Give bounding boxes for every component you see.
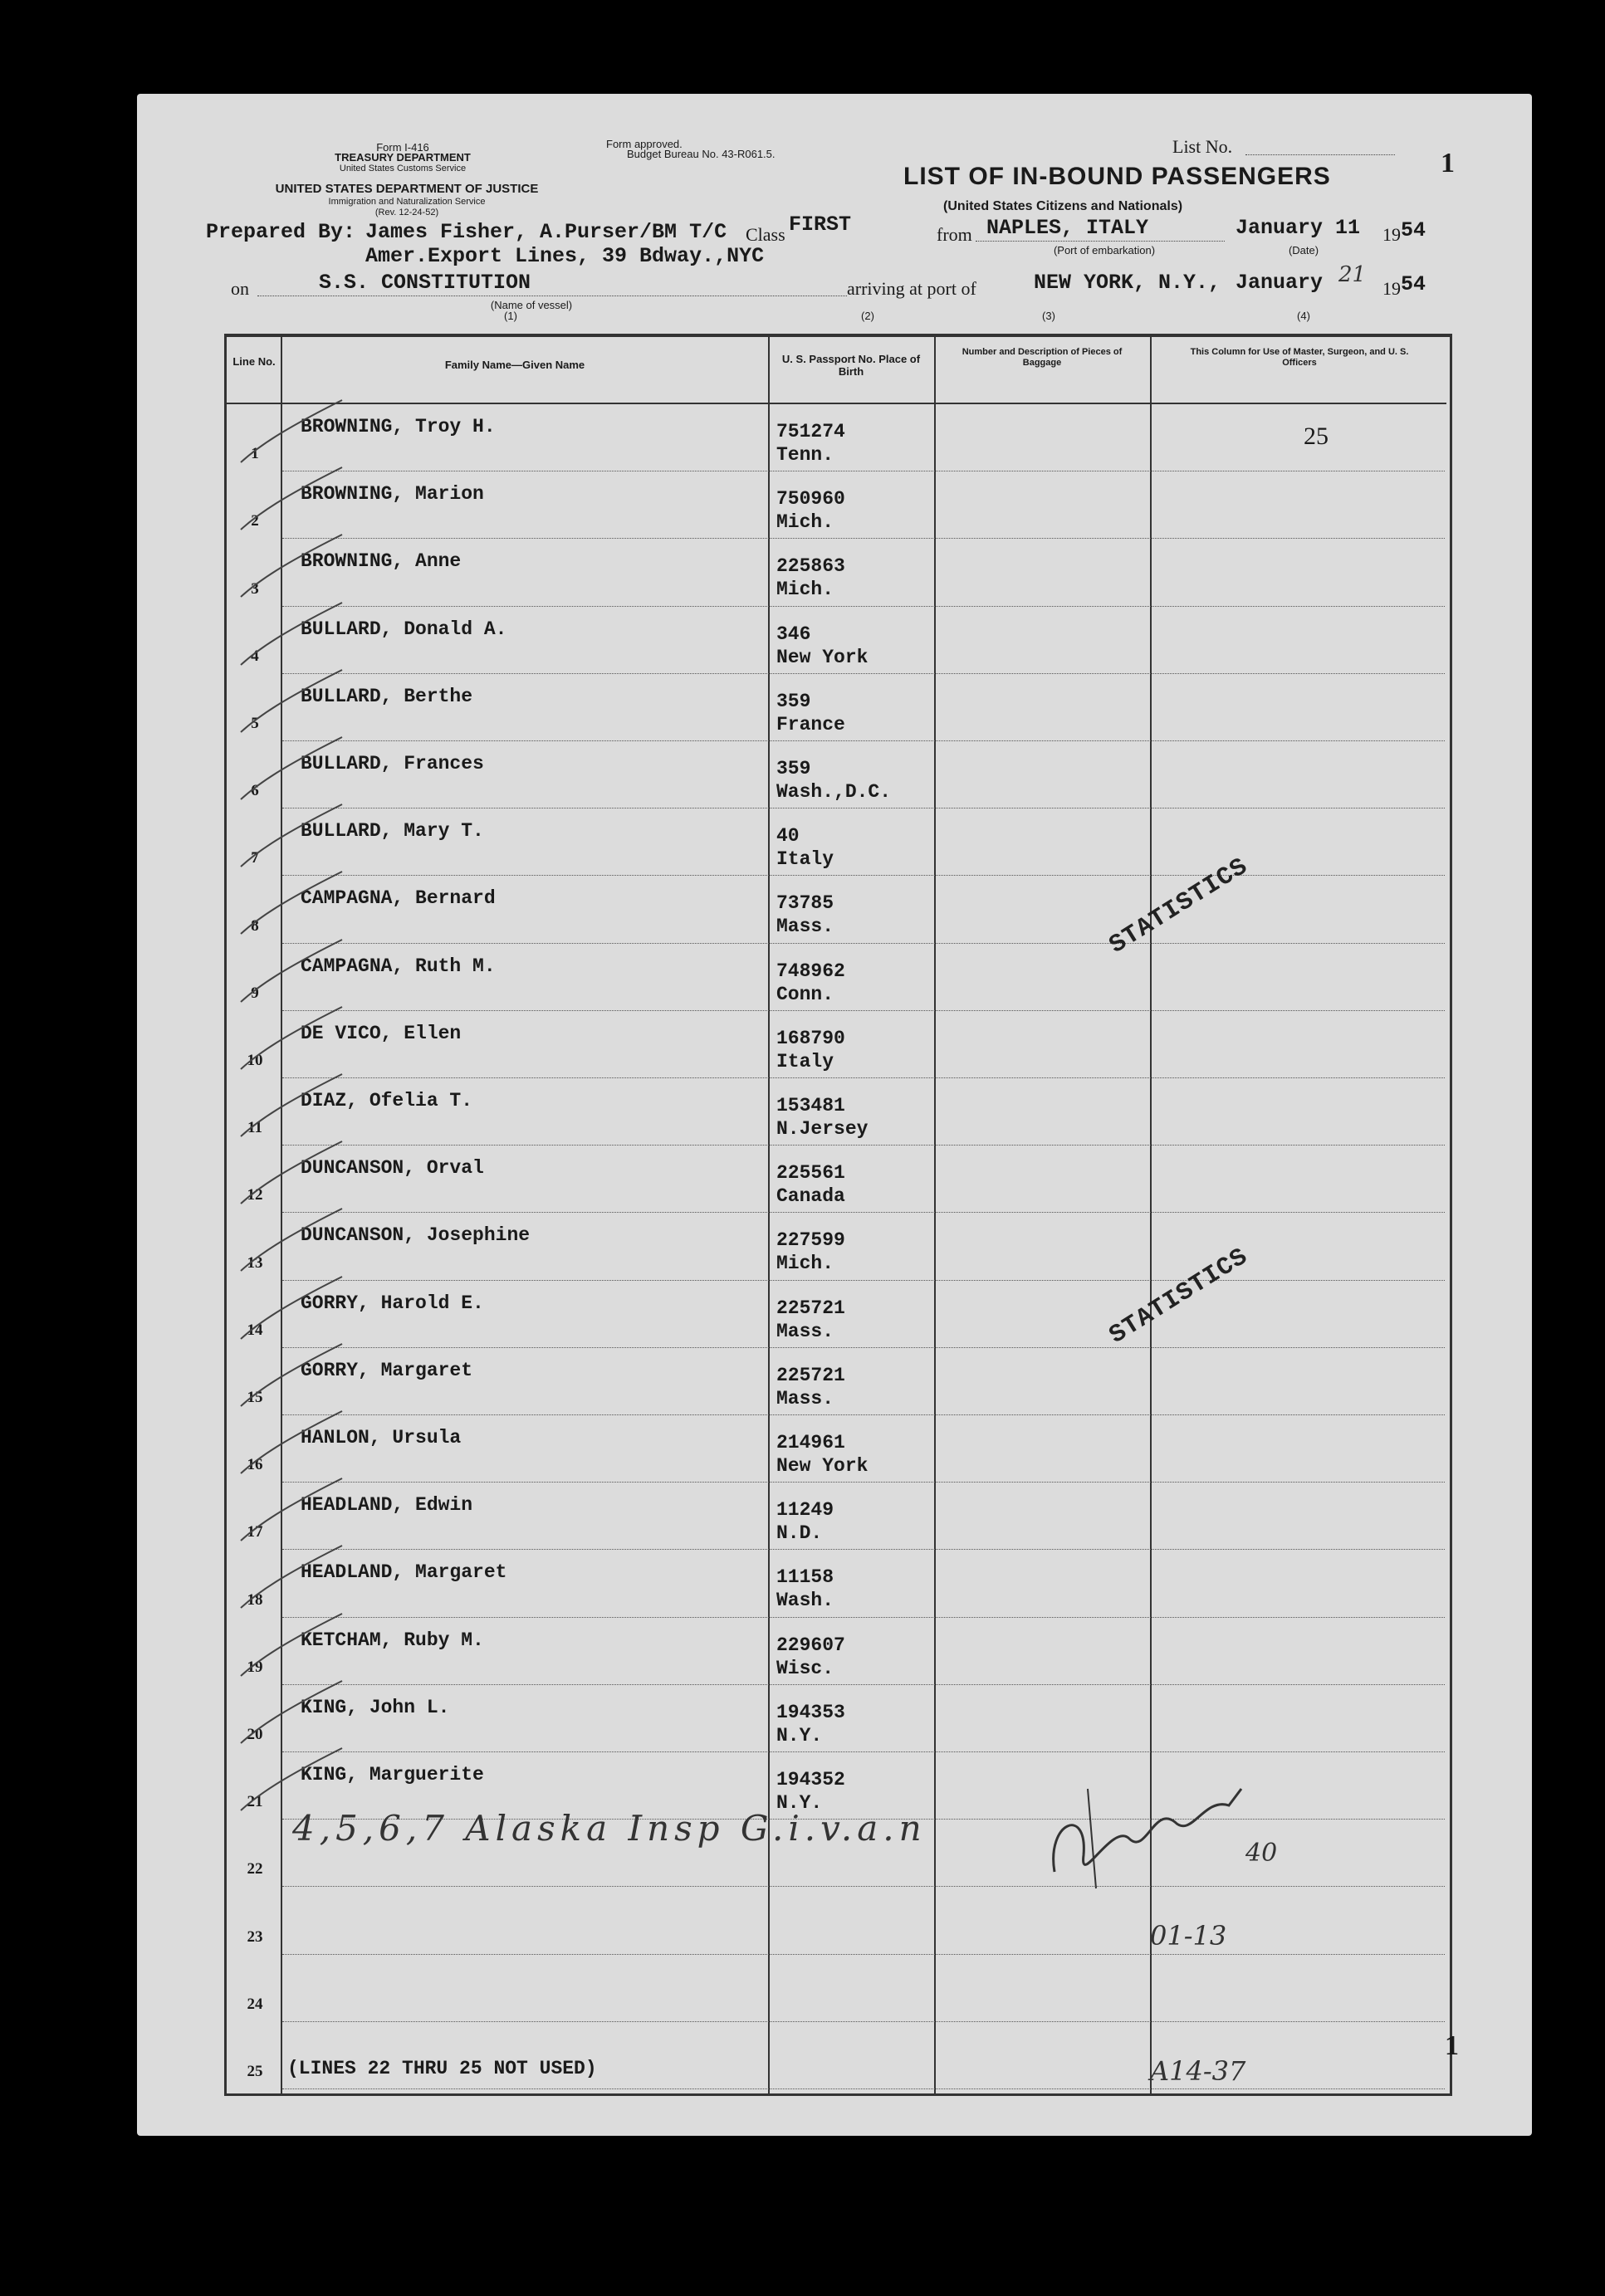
passport-number: 227599 <box>776 1229 845 1252</box>
column-number-1: (1) <box>504 310 517 322</box>
passenger-name: DIAZ, Ofelia T. <box>301 1090 473 1111</box>
row-rule <box>282 606 1445 607</box>
col-header-passport: U. S. Passport No. Place of Birth <box>781 353 921 378</box>
row-rule <box>282 1280 1445 1281</box>
officer-note: 01-13 <box>1150 1920 1227 1952</box>
statistics-stamp: STATISTICS <box>1104 1243 1254 1351</box>
passenger-name: BROWNING, Anne <box>301 550 462 573</box>
officer-note: A14-37 <box>1150 2054 1246 2087</box>
class-label: Class <box>746 224 785 245</box>
row-rule <box>282 1482 1445 1483</box>
line-number: 24 <box>247 1995 263 2013</box>
place-of-birth: Mich. <box>776 511 834 534</box>
col-header-line: Line No. <box>232 355 276 368</box>
port-of-embarkation: NAPLES, ITALY <box>986 216 1149 240</box>
place-of-birth: Italy <box>776 848 834 871</box>
line-number: 6 <box>251 782 259 800</box>
line-number: 21 <box>247 1793 263 1811</box>
passport-number: 40 <box>776 825 800 848</box>
prepared-by-value: James Fisher, A.Purser/BM T/C <box>365 220 727 244</box>
passport-number: 229607 <box>776 1634 845 1656</box>
line-number: 10 <box>247 1052 263 1069</box>
check-mark <box>234 1137 350 1212</box>
line-number: 2 <box>251 512 259 530</box>
line-number: 22 <box>247 1860 263 1878</box>
officer-note: 25 <box>1304 423 1329 450</box>
row-rule <box>282 1684 1445 1685</box>
passenger-name: DUNCANSON, Orval <box>301 1157 484 1180</box>
place-of-birth: Wisc. <box>776 1657 834 1679</box>
row-rule <box>282 673 1445 674</box>
arrival-port: NEW YORK, N.Y., <box>1034 271 1221 295</box>
place-of-birth: Tenn. <box>776 444 834 466</box>
passenger-name: DUNCANSON, Josephine <box>301 1224 531 1247</box>
row-rule <box>282 1886 1445 1887</box>
passenger-name: HEADLAND, Margaret <box>301 1561 507 1584</box>
unused-lines-note: (LINES 22 THRU 25 NOT USED) <box>287 2058 597 2079</box>
line-number: 14 <box>247 1321 263 1339</box>
passenger-name: BULLARD, Frances <box>301 753 484 774</box>
row-rule <box>282 1212 1445 1213</box>
row-rule <box>282 1549 1445 1550</box>
check-mark <box>234 530 350 605</box>
row-rule <box>282 875 1445 876</box>
line-number: 7 <box>251 849 259 867</box>
shipping-agent: Amer.Export Lines, 39 Bdway.,NYC <box>365 244 765 268</box>
line-number: 20 <box>247 1726 263 1743</box>
year-prefix: 19 <box>1382 224 1401 245</box>
passport-number: 225721 <box>776 1364 845 1386</box>
vessel-name: S.S. CONSTITUTION <box>319 271 531 295</box>
check-mark <box>234 733 350 808</box>
check-mark <box>234 1003 350 1077</box>
treasury-label: TREASURY DEPARTMENT <box>335 151 471 164</box>
row-rule <box>282 1010 1445 1011</box>
row-rule <box>282 1145 1445 1146</box>
row-rule <box>282 1077 1445 1078</box>
passport-number: 194353 <box>776 1701 845 1723</box>
row-rule <box>282 1954 1445 1955</box>
place-of-birth: Mass. <box>776 1320 834 1342</box>
place-of-birth: Canada <box>776 1185 845 1208</box>
list-number-line <box>1245 154 1395 155</box>
header-rule <box>226 403 1446 404</box>
passenger-name: BULLARD, Berthe <box>301 685 473 707</box>
check-mark <box>234 935 350 1010</box>
check-mark <box>234 1340 350 1414</box>
arrival-year-suffix: 54 <box>1401 272 1426 296</box>
check-mark <box>234 1407 350 1482</box>
departure-date: January 11 <box>1236 216 1361 240</box>
check-mark <box>234 463 350 538</box>
passport-number: 168790 <box>776 1027 845 1049</box>
passenger-name: GORRY, Harold E. <box>301 1292 484 1314</box>
on-label: on <box>231 278 249 299</box>
line-number: 17 <box>247 1523 263 1541</box>
passenger-name: CAMPAGNA, Ruth M. <box>301 955 496 977</box>
row-rule <box>282 943 1445 944</box>
arrival-day: 21 <box>1338 262 1367 287</box>
arrival-date: January <box>1236 271 1324 295</box>
passport-number: 225863 <box>776 555 845 578</box>
budget-bureau: Budget Bureau No. 43-R061.5. <box>627 148 776 160</box>
passenger-name: BULLARD, Donald A. <box>301 618 507 640</box>
check-mark <box>234 1070 350 1145</box>
passenger-name: CAMPAGNA, Bernard <box>301 887 496 910</box>
row-rule <box>282 538 1445 539</box>
form-number: Form I-416 <box>376 141 429 154</box>
place-of-birth: France <box>776 713 845 735</box>
passenger-name: KING, John L. <box>301 1696 450 1718</box>
passport-number: 225561 <box>776 1162 845 1185</box>
place-of-birth: New York <box>776 1455 869 1477</box>
place-of-birth: Conn. <box>776 983 834 1005</box>
revision-label: (Rev. 12-24-52) <box>374 208 439 217</box>
passenger-name: BROWNING, Troy H. <box>301 416 496 437</box>
col-header-officers: This Column for Use of Master, Surgeon, and U. S. Officers <box>1190 347 1409 368</box>
line-number: 4 <box>251 647 259 665</box>
arriving-label: arriving at port of <box>847 278 976 299</box>
passport-number: 359 <box>776 758 811 779</box>
line-number: 3 <box>251 579 259 598</box>
line-number: 18 <box>247 1590 263 1609</box>
place-of-birth: N.Jersey <box>776 1118 869 1140</box>
statistics-stamp: STATISTICS <box>1104 852 1254 960</box>
passport-number: 194352 <box>776 1769 845 1790</box>
line-number: 11 <box>247 1119 262 1137</box>
line-number: 23 <box>247 1927 263 1946</box>
column-number-4: (4) <box>1297 310 1310 322</box>
form-approved: Form approved. <box>606 138 683 150</box>
line-number: 19 <box>247 1658 263 1676</box>
line-number: 15 <box>247 1389 263 1406</box>
passport-number: 73785 <box>776 892 834 915</box>
passport-number: 751274 <box>776 421 845 442</box>
passport-number: 11249 <box>776 1499 834 1522</box>
passenger-name: BROWNING, Marion <box>301 483 484 506</box>
handwritten-note: 4,5,6,7 Alaska Insp G.i.v.a.n <box>292 1808 927 1849</box>
class-value: FIRST <box>789 213 852 237</box>
check-mark <box>234 1541 350 1616</box>
col-divider-passport <box>934 334 936 2093</box>
date-caption: (Date) <box>1288 244 1319 256</box>
row-rule <box>282 2088 1445 2089</box>
place-of-birth: N.Y. <box>776 1724 823 1746</box>
check-mark <box>234 1474 350 1549</box>
passenger-name: KETCHAM, Ruby M. <box>301 1629 484 1651</box>
arrival-year-prefix: 19 <box>1382 278 1401 299</box>
line-number: 16 <box>247 1456 263 1474</box>
place-of-birth: Mass. <box>776 1387 834 1409</box>
passport-number: 11158 <box>776 1566 834 1589</box>
place-of-birth: Mass. <box>776 916 834 938</box>
passenger-name: DE VICO, Ellen <box>301 1022 462 1044</box>
passenger-name: GORRY, Margaret <box>301 1359 473 1381</box>
line-number: 8 <box>251 916 259 935</box>
line-number: 13 <box>247 1253 263 1272</box>
line-number: 1 <box>251 445 259 463</box>
passport-number: 346 <box>776 623 811 645</box>
column-number-2: (2) <box>861 310 874 322</box>
passport-number: 750960 <box>776 488 845 510</box>
handwritten-40: 40 <box>1245 1839 1278 1868</box>
place-of-birth: Mich. <box>776 1253 834 1275</box>
passport-number: 748962 <box>776 960 845 982</box>
customs-label: United States Customs Service <box>339 164 467 173</box>
check-mark <box>234 666 350 740</box>
page-number: 1 <box>1441 148 1455 178</box>
from-label: from <box>937 224 972 245</box>
column-number-3: (3) <box>1042 310 1055 322</box>
passenger-name: BULLARD, Mary T. <box>301 820 484 843</box>
check-mark <box>234 867 350 942</box>
inspector-signature <box>1038 1772 1262 1897</box>
place-of-birth: Wash. <box>776 1590 834 1612</box>
line-number: 25 <box>247 2063 263 2080</box>
place-of-birth: Mich. <box>776 579 834 601</box>
row-rule <box>282 740 1445 741</box>
passport-number: 225721 <box>776 1297 845 1319</box>
passenger-name: HEADLAND, Edwin <box>301 1494 473 1517</box>
row-rule <box>282 1414 1445 1415</box>
place-of-birth: Wash.,D.C. <box>776 781 892 803</box>
place-of-birth: N.D. <box>776 1522 823 1545</box>
passport-number: 359 <box>776 690 811 712</box>
line-number: 5 <box>251 715 259 732</box>
passenger-name: HANLON, Ursula <box>301 1427 462 1448</box>
check-mark <box>234 800 350 875</box>
check-mark <box>234 1610 350 1684</box>
port-caption: (Port of embarkation) <box>1053 244 1156 256</box>
passport-number: 153481 <box>776 1095 845 1116</box>
check-mark <box>234 1677 350 1751</box>
row-rule <box>282 2021 1445 2022</box>
list-number-label: List No. <box>1172 136 1233 157</box>
page-subtitle: (United States Citizens and Nationals) <box>943 199 1183 213</box>
justice-label: UNITED STATES DEPARTMENT OF JUSTICE <box>275 182 539 196</box>
check-mark <box>234 1273 350 1347</box>
footer-page-number: 1 <box>1445 2030 1459 2061</box>
passenger-name: KING, Marguerite <box>301 1764 484 1786</box>
vessel-caption: (Name of vessel) <box>490 299 573 311</box>
row-rule <box>282 1751 1445 1752</box>
check-mark <box>234 1204 350 1279</box>
row-rule <box>282 1617 1445 1618</box>
check-mark <box>234 396 350 471</box>
year-suffix: 54 <box>1401 218 1426 242</box>
prepared-by-label: Prepared By: <box>206 220 356 244</box>
place-of-birth: New York <box>776 646 869 668</box>
place-of-birth: Italy <box>776 1050 834 1072</box>
ins-label: Immigration and Naturalization Service <box>328 197 486 207</box>
col-header-name: Family Name—Given Name <box>444 359 585 371</box>
line-number: 12 <box>247 1186 263 1204</box>
col-header-baggage: Number and Description of Pieces of Baggage <box>962 347 1123 368</box>
page-title: LIST OF IN-BOUND PASSENGERS <box>903 163 1331 190</box>
line-number: 9 <box>251 984 259 1002</box>
row-rule <box>282 1347 1445 1348</box>
passport-number: 214961 <box>776 1432 845 1453</box>
place-of-birth: N.Y. <box>776 1792 823 1814</box>
embarkation-rule <box>976 241 1225 242</box>
check-mark <box>234 598 350 673</box>
